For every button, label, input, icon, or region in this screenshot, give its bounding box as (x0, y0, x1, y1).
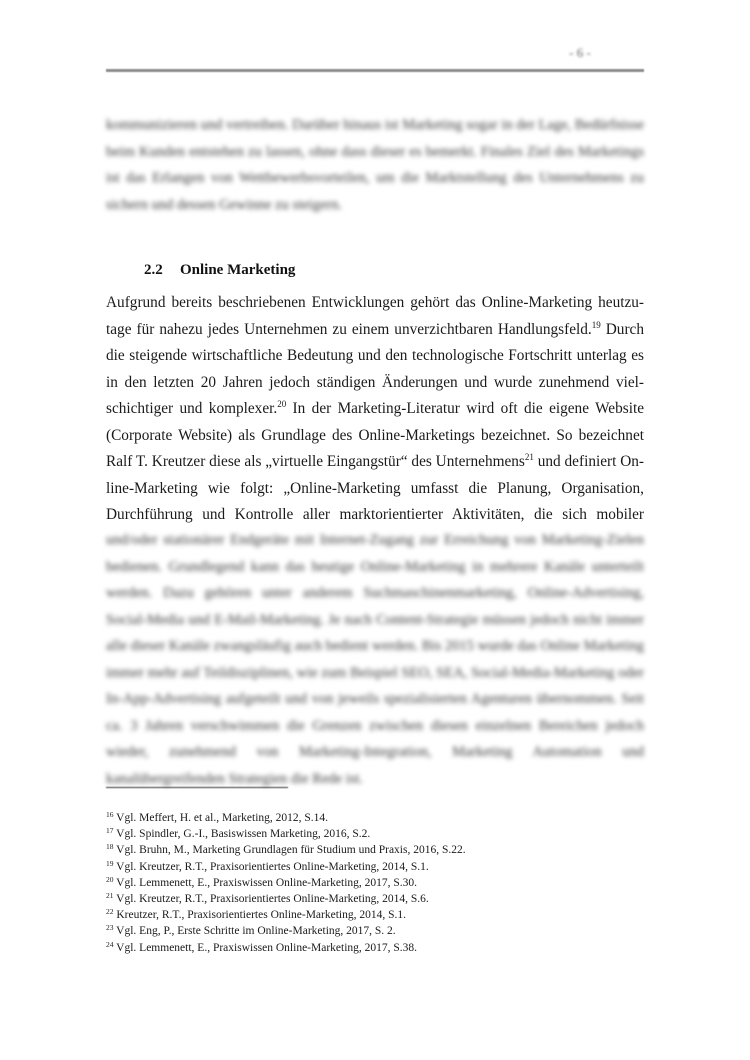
line-text: Durchführung und Kontrolle aller marktorientierter Aktivitäten, die sich mobiler (106, 506, 644, 523)
paragraph-line (106, 370, 644, 397)
footnote-number: 21 (106, 891, 114, 901)
paragraph-line (106, 317, 644, 344)
footnote-number: 16 (106, 810, 114, 819)
footnote-number: 20 (106, 874, 114, 884)
line-text: Aufgrund bereits beschriebenen Entwicklungen gehört das Online-Marketing heutzu- (106, 294, 644, 311)
footnote (106, 923, 646, 939)
paragraph-line (106, 423, 644, 450)
footnote-number: 17 (106, 826, 114, 836)
footnote-text: Vgl. Eng, P., Erste Schritte im Online-Marketing, 2017, S. 2. (116, 925, 396, 938)
paragraph-line (106, 343, 644, 370)
section-heading (144, 262, 295, 279)
line-text: tage für nahezu jedes Unternehmen zu einem unverzichtbaren Handlungsfeld. (106, 320, 592, 338)
footnote-text: Vgl. Spindler, G.-I., Basiswissen Marketing, 2016, S.2. (116, 828, 371, 841)
paragraph-line (106, 290, 644, 317)
footnote-text: Vgl. Lemmenett, E., Praxiswissen Online-Marketing, 2017, S.30. (116, 876, 418, 889)
intro-paragraph: kommunizieren und vertreiben. Darüber hinaus ist Marketing sogar in der Lage, Bedürfnisse beim Kunden entstehen zu lassen, ohne dass dieser es bemerkt. Finales Ziel des Marketings ist das Erlangen von Wettbewerbsvorteilen, um die Marktstellung des Unternehmens zu sichern und dessen Gewinne zu steigern. (106, 117, 644, 213)
footnote (106, 842, 646, 858)
section-title: Online Marketing (180, 262, 296, 278)
footnote-text: Vgl. Kreutzer, R.T., Praxisorientiertes Online-Marketing, 2014, S.1. (116, 860, 429, 873)
line-text-after: und definiert On- (533, 453, 644, 470)
footnote (106, 859, 646, 875)
line-text-after: In der Marketing-Literatur wird oft die eigene Website (286, 400, 644, 417)
footnote-rule (106, 787, 288, 788)
line-text: Ralf T. Kreutzer diese als „virtuelle Eingangstür“ des Unternehmens (106, 453, 525, 470)
blurred-paragraph: und/oder stationärer Endgeräte mit Internet-Zugang zur Erreichung von Marketing-Zielen bedienen. Grundlegend kann das heutige Online-Marketing in mehrere Kanäle unterteilt werden. Dazu gehören unter anderem Suchmaschinenmarketing, Online-Advertising, Social-Media und E-Mail-Marketing. Je nach Content-Strategie müssen jedoch nicht immer alle dieser Kanäle zwangsläufig auch bedient werden. Bis 2015 wurde das Online Marketing immer mehr auf Teildisziplinen, wie zum Beispiel SEO, SEA, Social-Media-Marketing oder In-App-Advertising aufgeteilt und von jeweils spezialisierten Agenturen übernommen. Seit ca. 3 Jahren verschwimmen die Grenzen zwischen diesen einzelnen Bereichen jedoch wieder, zunehmend von Marketing-Integration, Marketing Automation und kanalübergreifenden Strategien die Rede ist. (106, 532, 644, 787)
footnote-text: Vgl. Bruhn, M., Marketing Grundlagen für Studium und Praxis, 2016, S.22. (116, 844, 466, 857)
footnote-text: Vgl. Meffert, H. et al., Marketing, 2012, S.14. (116, 812, 329, 824)
line-text-after: Durch (600, 320, 644, 338)
footnote (106, 810, 646, 826)
paragraph-line (106, 396, 644, 423)
paragraph-line (106, 449, 644, 476)
footnote-text: Kreutzer, R.T., Praxisorientiertes Online-Marketing, 2014, S.1. (116, 909, 407, 922)
footnote-number: 18 (106, 842, 114, 852)
footnote (106, 907, 646, 923)
footnote-marker: 21 (524, 452, 534, 462)
body-paragraph (106, 290, 644, 529)
footnote (106, 940, 646, 956)
line-text: line-Marketing wie folgt: „Online-Marketing umfasst die Planung, Organisation, (106, 479, 644, 497)
footnote-text: Vgl. Lemmenett, E., Praxiswissen Online-Marketing, 2017, S.38. (116, 941, 418, 954)
footnotes (106, 810, 646, 956)
line-text: die steigende wirtschaftliche Bedeutung und den technologische Fortschritt unterlag es (106, 347, 644, 364)
line-text: in den letzten 20 Jahren jedoch ständigen Änderungen und wurde zunehmend viel- (106, 373, 644, 391)
footnote (106, 875, 646, 891)
footnote-number: 19 (106, 858, 114, 868)
line-text: schichtiger und komplexer. (106, 400, 278, 417)
paragraph-line (106, 502, 644, 529)
footnote (106, 826, 646, 842)
footnote-marker: 19 (591, 319, 601, 330)
header-rule (106, 69, 644, 72)
page-number: - 6 - (569, 45, 591, 60)
paragraph-line (106, 476, 644, 503)
footnote-marker: 20 (277, 399, 287, 409)
footnote-number: 23 (106, 923, 114, 933)
line-text: (Corporate Website) als Grundlage des Online-Marketings bezeichnet. So bezeichnet (106, 426, 644, 444)
footnote-text: Vgl. Kreutzer, R.T., Praxisorientiertes Online-Marketing, 2014, S.6. (116, 893, 429, 906)
footnote-number: 22 (106, 907, 114, 917)
footnote-number: 24 (106, 939, 114, 949)
footnote (106, 891, 646, 907)
section-number: 2.2 (144, 262, 163, 278)
